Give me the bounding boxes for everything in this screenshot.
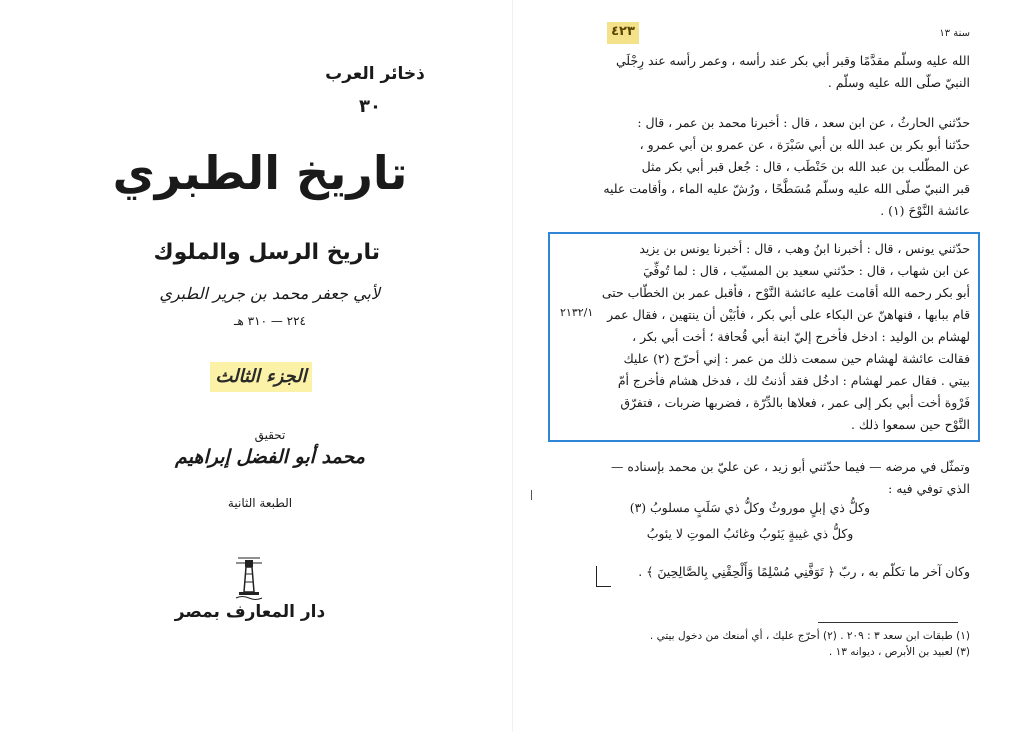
text-line: فقالت عائشة لهشام حين سمعت ذلك من عمر : إني أحرّج (٢) عليك [623,351,970,366]
series-title: ذخائر العرب [325,64,425,84]
text-line: قام ببابها ، فنهاهنّ عن البكاء على أبي بكر ، فأبَيْن أن ينتهين ، فقال عمر [607,307,970,322]
footnote: (١) طبقات ابن سعد ٣ : ٢٠٩ . (٢) أحرّج عليك ، أي أمنعك من دخول بيتي . [649,630,970,642]
text-line: حدّثني الحارثُ ، عن ابن سعد ، قال : أخبرنا محمد بن عمر ، قال : [637,115,970,130]
verse-line: وكلُّ ذي إبلٍ موروثٌ وكلُّ ذي سَلَبٍ مسلوبُ (٣) [629,500,870,515]
paragraph-2 [600,112,970,222]
text-line: فَرْوة أخت أبي بكر إلى عمر ، فعلاها بالدِّرّة ، فضربها ضربات ، فتفرّق [620,395,970,410]
series-number: ٣٠ [359,96,381,117]
text-line: عن المطّلب بن عبد الله بن حَنْطَب ، قال : جُعل قبر أبي بكر مثل [641,159,970,174]
footnote: (٣) لعبيد بن الأبرص ، ديوانه ١٣ . [828,646,970,658]
publisher-name: دار المعارف بمصر [174,602,326,622]
text-line: أبو بكر رحمه الله أقامت عليه عائشة النَّوْح ، فأقبل عمر بن الخطّاب حتى [601,285,970,300]
lighthouse-icon [234,552,264,602]
text-line: النَّوْح حين سمعوا ذلك . [851,417,970,432]
bracket-mark [596,566,611,587]
paragraph-3 [600,238,970,436]
text-line: وتمثّل في مرضه — فيما حدّثني أبو زيد ، عن عليّ بن محمد بإسناده — [611,459,970,474]
running-head: سنة ١٣ [939,28,970,39]
footnotes [600,628,970,660]
text-line: بيتي . فقال عمر لهشام : ادخُل فقد أذنتُ لك ، فدخل هشام فأخرج أمّ [617,373,970,388]
text-line: عن ابن شهاب ، قال : حدّثني سعيد بن المسيّب ، قال : لما تُوفِّيَ [643,263,970,278]
book-title: تاريخ الطبري [112,146,408,200]
paragraph-1 [600,50,970,94]
margin-mark [531,490,532,500]
closing-line: وكان آخر ما تكلّم به ، ربّ ﴿ تَوَفَّنِي مُسْلِمًا وَأَلْحِقْنِي بِالصَّالِحِينَ ﴾ . [638,564,970,579]
text-line: عائشة النَّوْحَ (١) . [880,203,970,218]
text-line: الذي توفي فيه : [888,481,970,496]
text-line: حدّثنا أبو بكر بن عبد الله بن أبي سَبْرَة ، عن عمرو بن أبي عمرو ، [639,137,970,152]
volume-label: الجزء الثالث [215,366,307,387]
text-line: حدّثني يونس ، قال : أخبرنا ابنُ وهب ، قال : أخبرنا يونس بن يزيد [639,241,970,256]
paragraph-4 [600,456,970,500]
edited-by-label: تحقيق [254,428,286,442]
text-line: الله عليه وسلّم مقدَّمًا وقبر أبي بكر عند رأسه ، وعمر رأسه عند رِجْلَي [615,53,970,68]
edition-label: الطبعة الثانية [227,496,293,510]
editor-name: محمد أبو الفضل إبراهيم [175,446,365,468]
author-line: لأبي جعفر محمد بن جرير الطبري [159,284,380,303]
text-line: قبر النبيّ صلّى الله عليه وسلّم مُسَطَّحًا ، ورُشّ عليه الماء ، وأقامت عليه [603,181,970,196]
text-line: النبيّ صلّى الله عليه وسلّم . [827,75,970,90]
author-dates: ٢٢٤ — ٣١٠ هـ [234,314,306,328]
book-subtitle: تاريخ الرسل والملوك [153,240,380,265]
text-line: لهشام بن الوليد : ادخل فأخرج إليّ ابنة أبي قُحافة ؛ أخت أبي بكر ، [632,329,970,344]
footnote-divider [818,622,958,623]
margin-reference: ٢١٣٢/١ [560,306,594,319]
page-number: ٤٢٣ [611,24,635,39]
verse-line: وكلُّ ذي غيبةٍ يَئوبُ وغائبُ الموتِ لا يئوبُ [646,526,854,541]
